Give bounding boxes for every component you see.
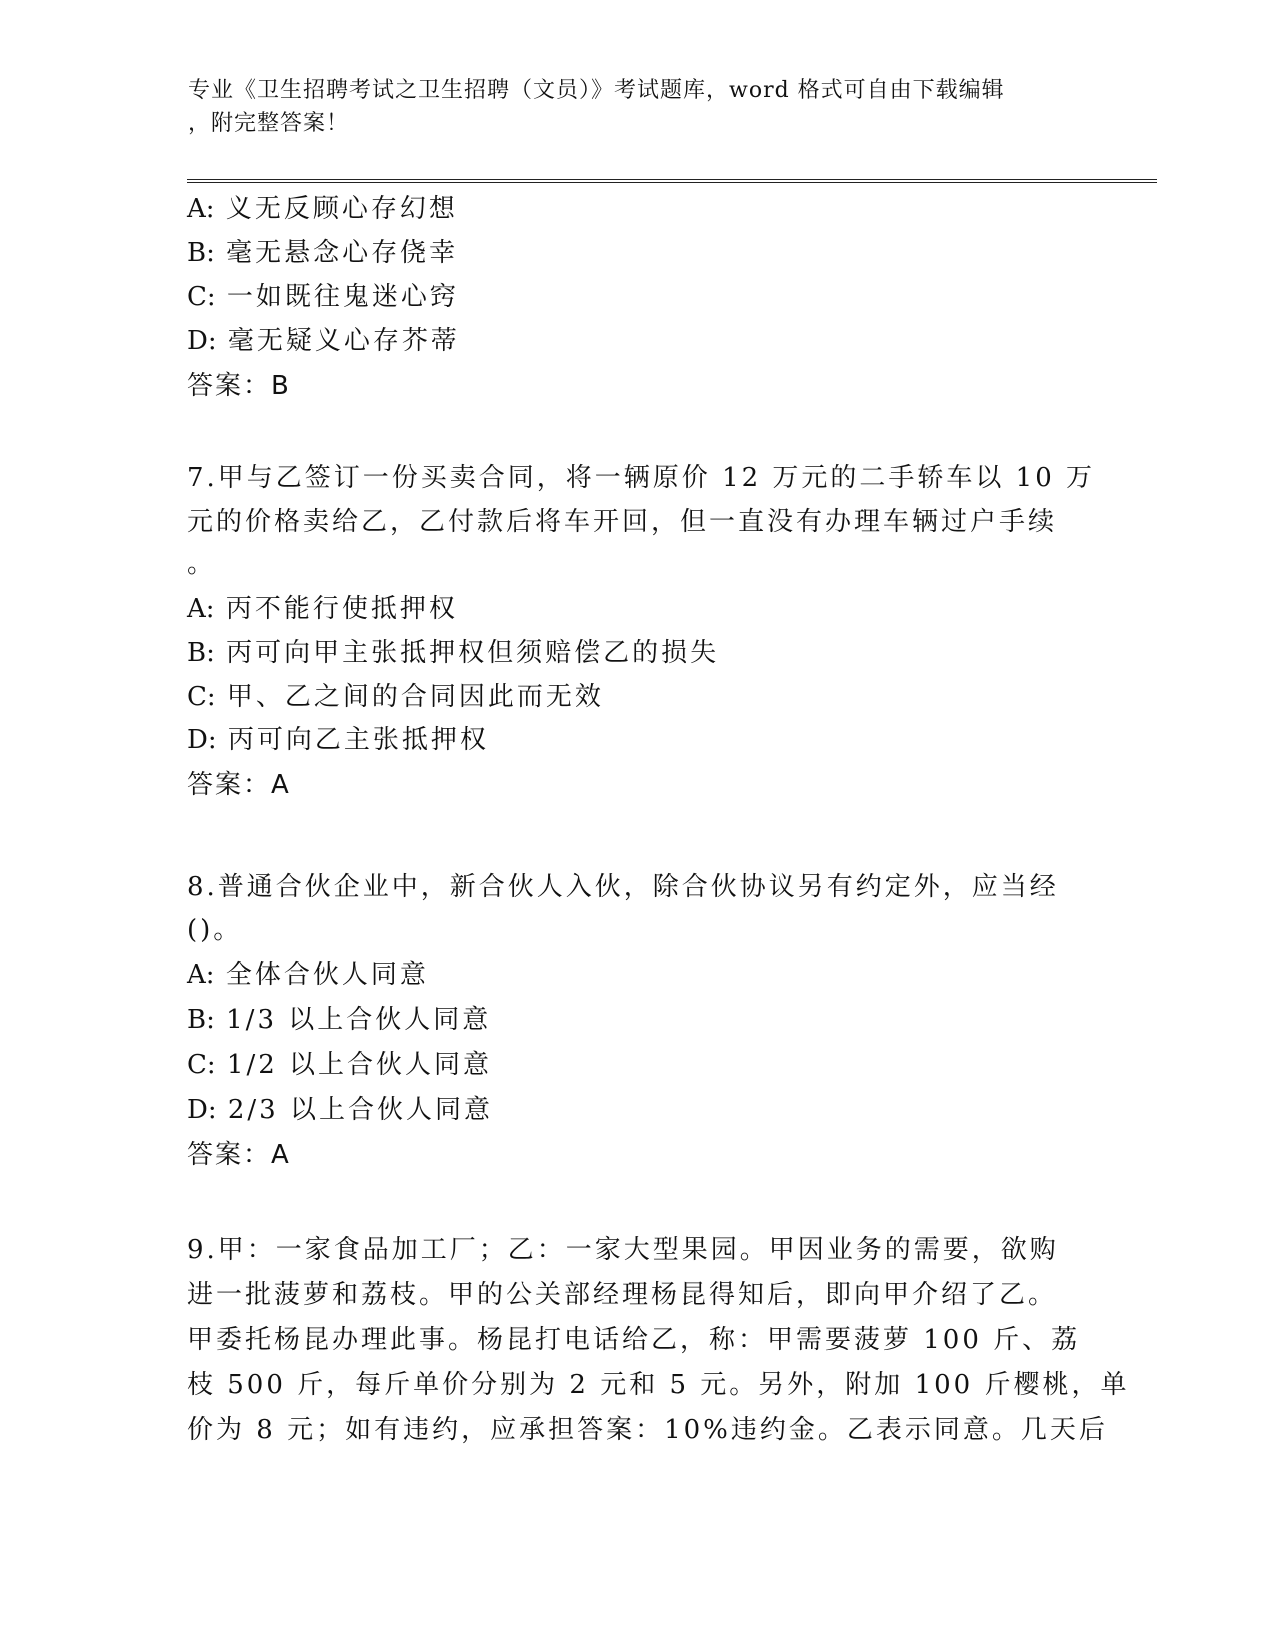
option-key: C: [187, 682, 216, 712]
q9-stem-line-1: 9.甲：一家食品加工厂；乙：一家大型果园。甲因业务的需要，欲购 [187, 1235, 1059, 1265]
option-key: D: [187, 1095, 217, 1125]
option-key: B: [187, 1005, 215, 1035]
q6-answer: 答案：B [187, 371, 291, 401]
option-text: 丙可向乙主张抵押权 [227, 725, 489, 755]
q8-stem-line-2: ()。 [187, 915, 243, 945]
option-text: 义无反顾心存幻想 [225, 194, 458, 224]
q8-option-c [187, 1048, 492, 1082]
q7-stem-line-1: 7.甲与乙签订一份买卖合同，将一辆原价 12 万元的二手轿车以 10 万 [187, 463, 1096, 493]
q9-stem-line-5: 价为 8 元；如有违约，应承担答案：10%违约金。乙表示同意。几天后 [187, 1415, 1108, 1445]
q7-option-d [187, 723, 489, 757]
q6-option-d [187, 324, 460, 358]
option-text: 毫无疑义心存芥蒂 [227, 326, 460, 356]
q8-option-a [187, 958, 429, 992]
q8-answer: 答案：A [187, 1140, 291, 1170]
q7-option-c [187, 680, 604, 714]
option-key: B: [187, 638, 215, 668]
q9-stem-line-2: 进一批菠萝和荔枝。甲的公关部经理杨昆得知后，即向甲介绍了乙。 [187, 1280, 1058, 1310]
option-key: C: [187, 1050, 216, 1080]
option-text: 毫无悬念心存侥幸 [226, 238, 459, 268]
q7-option-b [187, 636, 719, 670]
option-text: 丙可向甲主张抵押权但须赔偿乙的损失 [226, 638, 720, 668]
option-text: 1/2 以上合伙人同意 [226, 1050, 493, 1080]
q6-option-c [187, 280, 459, 314]
q7-option-a [187, 592, 458, 626]
q7-stem-line-3: 。 [187, 549, 217, 579]
q9-stem-line-3: 甲委托杨昆办理此事。杨昆打电话给乙，称：甲需要菠萝 100 斤、荔 [187, 1325, 1081, 1355]
document-header [188, 74, 1068, 140]
header-double-rule [187, 179, 1157, 183]
header-line-2: ，附完整答案！ [188, 111, 350, 136]
q6-option-a [187, 192, 458, 226]
option-text: 丙不能行使抵押权 [225, 594, 458, 624]
q7-stem-line-2: 元的价格卖给乙，乙付款后将车开回，但一直没有办理车辆过户手续 [187, 507, 1058, 537]
option-key: D: [187, 326, 217, 356]
q8-stem-line-1: 8.普通合伙企业中，新合伙人入伙，除合伙协议另有约定外，应当经 [187, 872, 1059, 902]
option-text: 一如既往鬼迷心窍 [226, 282, 459, 312]
option-key: D: [187, 725, 217, 755]
option-text: 全体合伙人同意 [225, 960, 429, 990]
option-key: A: [187, 960, 215, 990]
option-key: A: [187, 594, 215, 624]
header-line-1: 专业《卫生招聘考试之卫生招聘（文员）》考试题库，word 格式可自由下载编辑 [188, 78, 1005, 103]
q6-option-b [187, 236, 458, 270]
q8-option-d [187, 1093, 493, 1127]
q7-answer: 答案：A [187, 770, 291, 800]
option-text: 甲、乙之间的合同因此而无效 [226, 682, 604, 712]
option-text: 2/3 以上合伙人同意 [227, 1095, 493, 1125]
option-text: 1/3 以上合伙人同意 [226, 1005, 492, 1035]
option-key: B: [187, 238, 215, 268]
option-key: C: [187, 282, 216, 312]
q9-stem-line-4: 枝 500 斤，每斤单价分别为 2 元和 5 元。另外，附加 100 斤樱桃，单 [187, 1370, 1130, 1400]
q8-option-b [187, 1003, 491, 1037]
option-key: A: [187, 194, 215, 224]
